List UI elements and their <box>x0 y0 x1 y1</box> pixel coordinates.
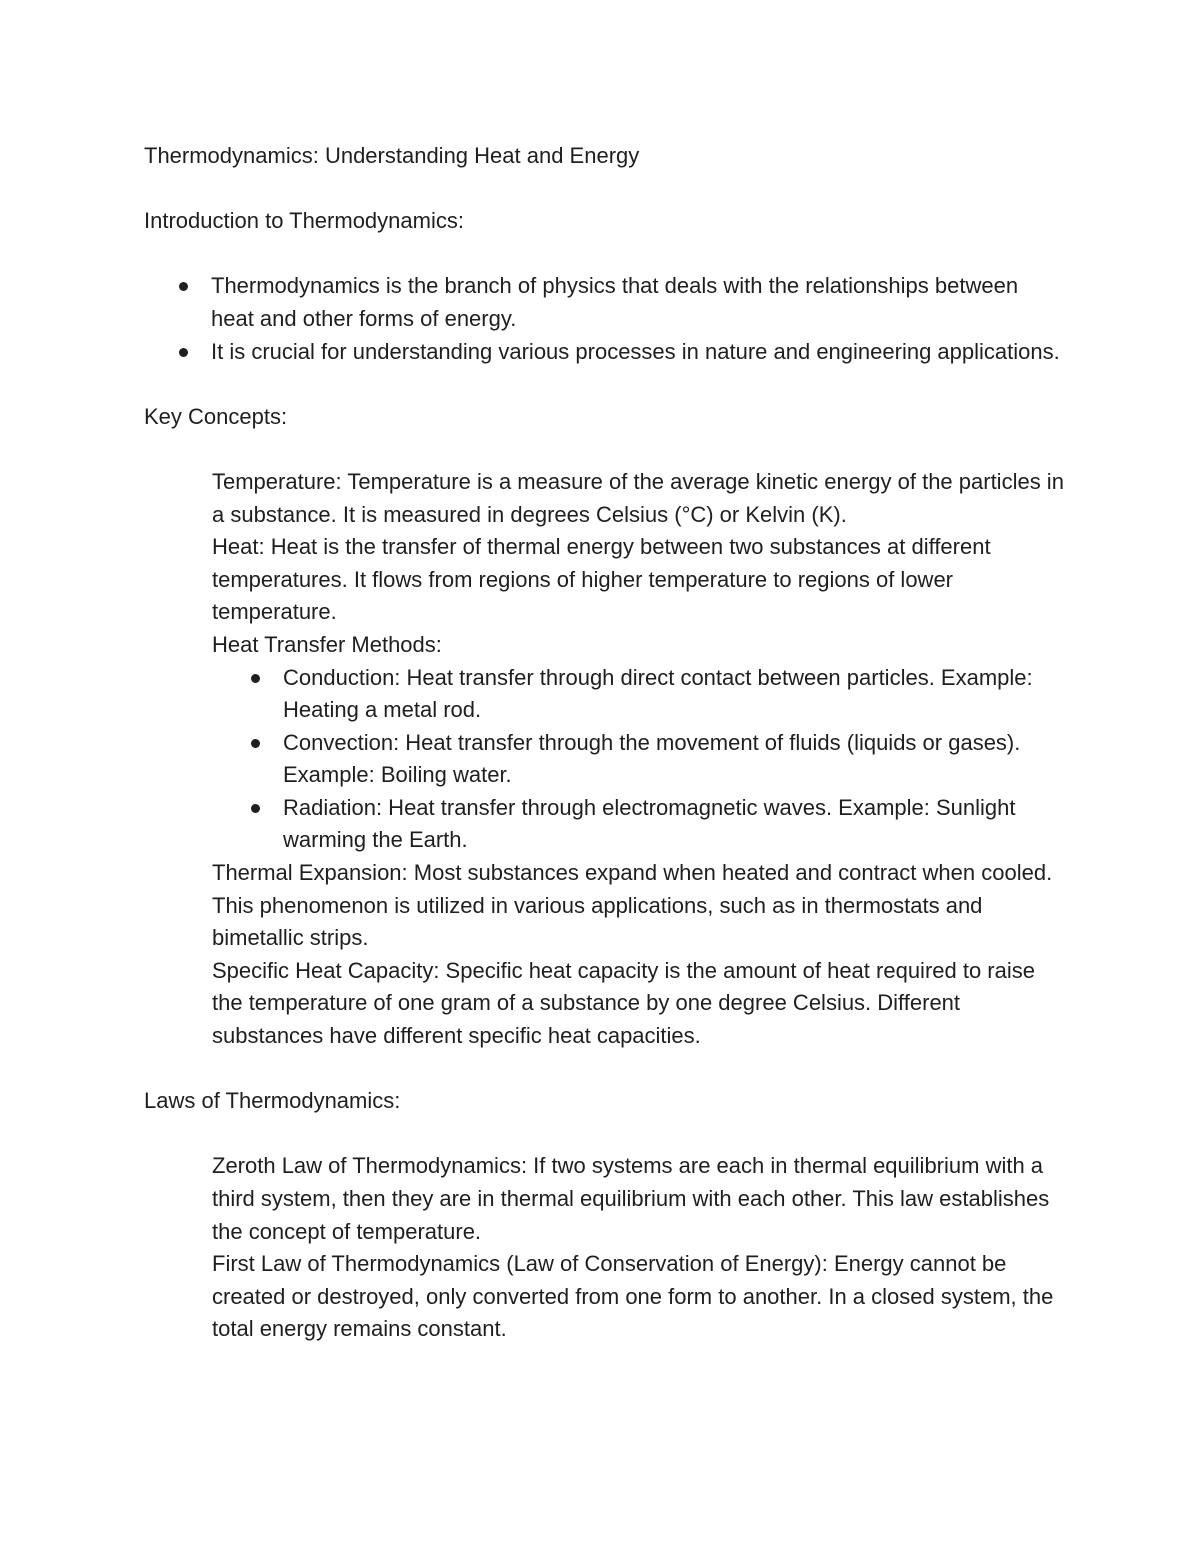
temperature-paragraph: Temperature: Temperature is a measure of the average kinetic energy of the particles in a substance. It is measured in degrees Celsius (°C) or Kelvin (K). <box>212 468 1064 527</box>
document-title: Thermodynamics: Understanding Heat and Energy <box>144 143 640 168</box>
intro-heading: Introduction to Thermodynamics: <box>144 208 464 234</box>
first-law-paragraph: First Law of Thermodynamics (Law of Conservation of Energy): Energy cannot be created or destroyed, only converted from one form to another. In a closed system, the total energy remains constant. <box>212 1251 1054 1342</box>
spacer <box>144 238 1064 271</box>
laws-heading: Laws of Thermodynamics: <box>144 1088 401 1114</box>
list-item <box>144 792 1064 857</box>
list-item-text: Conduction: Heat transfer through direct contact between particles. Example: Heating a metal rod. <box>283 664 1033 723</box>
list-item-text: Convection: Heat transfer through the movement of fluids (liquids or gases). Example: Boiling water. <box>283 729 1021 788</box>
spacer <box>144 368 1064 401</box>
list-item <box>144 336 1064 369</box>
list-item <box>144 270 1064 335</box>
heat-transfer-methods-list <box>144 662 1064 858</box>
bullet-icon <box>251 804 260 813</box>
zeroth-law-paragraph: Zeroth Law of Thermodynamics: If two systems are each in thermal equilibrium with a third system, then they are in thermal equilibrium with each other. This law establishes the concept of temperature. <box>212 1153 1050 1244</box>
bullet-icon <box>179 348 188 357</box>
thermal-expansion-paragraph: Thermal Expansion: Most substances expand when heated and contract when cooled. This phenomenon is utilized in various applications, such as in thermostats and bimetallic strips. <box>212 860 1053 951</box>
document-page <box>144 140 1064 1346</box>
heat-paragraph: Heat: Heat is the transfer of thermal energy between two substances at different temperatures. It flows from regions of higher temperature to regions of lower temperature. <box>212 534 991 625</box>
list-item-text: It is crucial for understanding various processes in nature and engineering applications. <box>211 338 1060 364</box>
key-concepts-heading: Key Concepts: <box>144 403 288 429</box>
specific-heat-paragraph: Specific Heat Capacity: Specific heat capacity is the amount of heat required to raise the temperature of one gram of a substance by one degree Celsius. Different substances have different specific heat capacities. <box>212 957 1035 1049</box>
list-item <box>144 727 1064 792</box>
list-item <box>144 662 1064 727</box>
heat-transfer-methods-heading: Heat Transfer Methods: <box>212 631 442 657</box>
spacer <box>144 1053 1064 1086</box>
spacer <box>144 433 1064 466</box>
spacer <box>144 1118 1064 1151</box>
list-item-text: Thermodynamics is the branch of physics that deals with the relationships between heat and other forms of energy. <box>211 273 1019 331</box>
bullet-icon <box>179 282 188 291</box>
spacer <box>144 173 1064 206</box>
bullet-icon <box>251 674 260 683</box>
list-item-text: Radiation: Heat transfer through electromagnetic waves. Example: Sunlight warming the Earth. <box>283 794 1016 853</box>
intro-list <box>144 270 1064 368</box>
bullet-icon <box>251 739 260 748</box>
